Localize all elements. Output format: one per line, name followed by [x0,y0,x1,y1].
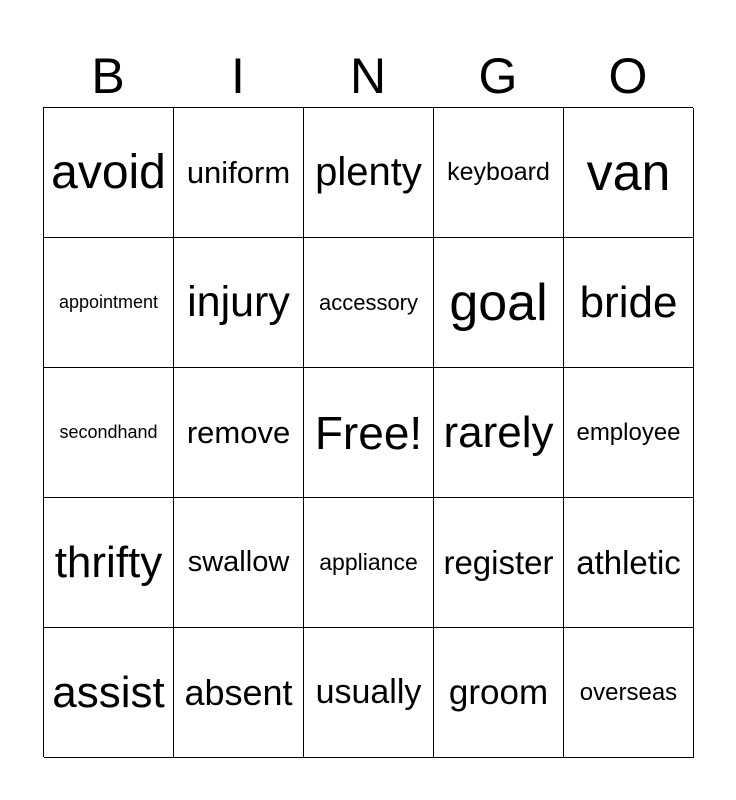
bingo-cell[interactable]: employee [564,368,694,498]
bingo-cell[interactable]: usually [304,628,434,758]
bingo-cell[interactable]: appliance [304,498,434,628]
bingo-grid [43,107,693,757]
header-letter-g: G [478,48,518,104]
bingo-cell[interactable]: van [564,108,694,238]
bingo-cell[interactable]: absent [174,628,304,758]
bingo-cell[interactable]: bride [564,238,694,368]
bingo-cell[interactable]: goal [434,238,564,368]
header-letter-o: O [608,48,648,104]
bingo-cell[interactable]: groom [434,628,564,758]
bingo-cell[interactable]: rarely [434,368,564,498]
bingo-cell[interactable]: swallow [174,498,304,628]
header-letter-n: N [349,48,387,104]
bingo-cell[interactable]: avoid [44,108,174,238]
bingo-cell[interactable]: plenty [304,108,434,238]
bingo-cell[interactable]: appointment [44,238,174,368]
header-letter-b: B [91,48,125,104]
free-space-cell[interactable]: Free! [304,368,434,498]
bingo-cell[interactable]: uniform [174,108,304,238]
header-letter-i: I [231,48,245,104]
bingo-cell[interactable]: secondhand [44,368,174,498]
bingo-cell[interactable]: accessory [304,238,434,368]
bingo-cell[interactable]: injury [174,238,304,368]
bingo-cell[interactable]: thrifty [44,498,174,628]
bingo-cell[interactable]: overseas [564,628,694,758]
bingo-cell[interactable]: remove [174,368,304,498]
bingo-cell[interactable]: assist [44,628,174,758]
bingo-cell[interactable]: keyboard [434,108,564,238]
bingo-cell[interactable]: athletic [564,498,694,628]
bingo-cell[interactable]: register [434,498,564,628]
bingo-header [43,44,693,108]
